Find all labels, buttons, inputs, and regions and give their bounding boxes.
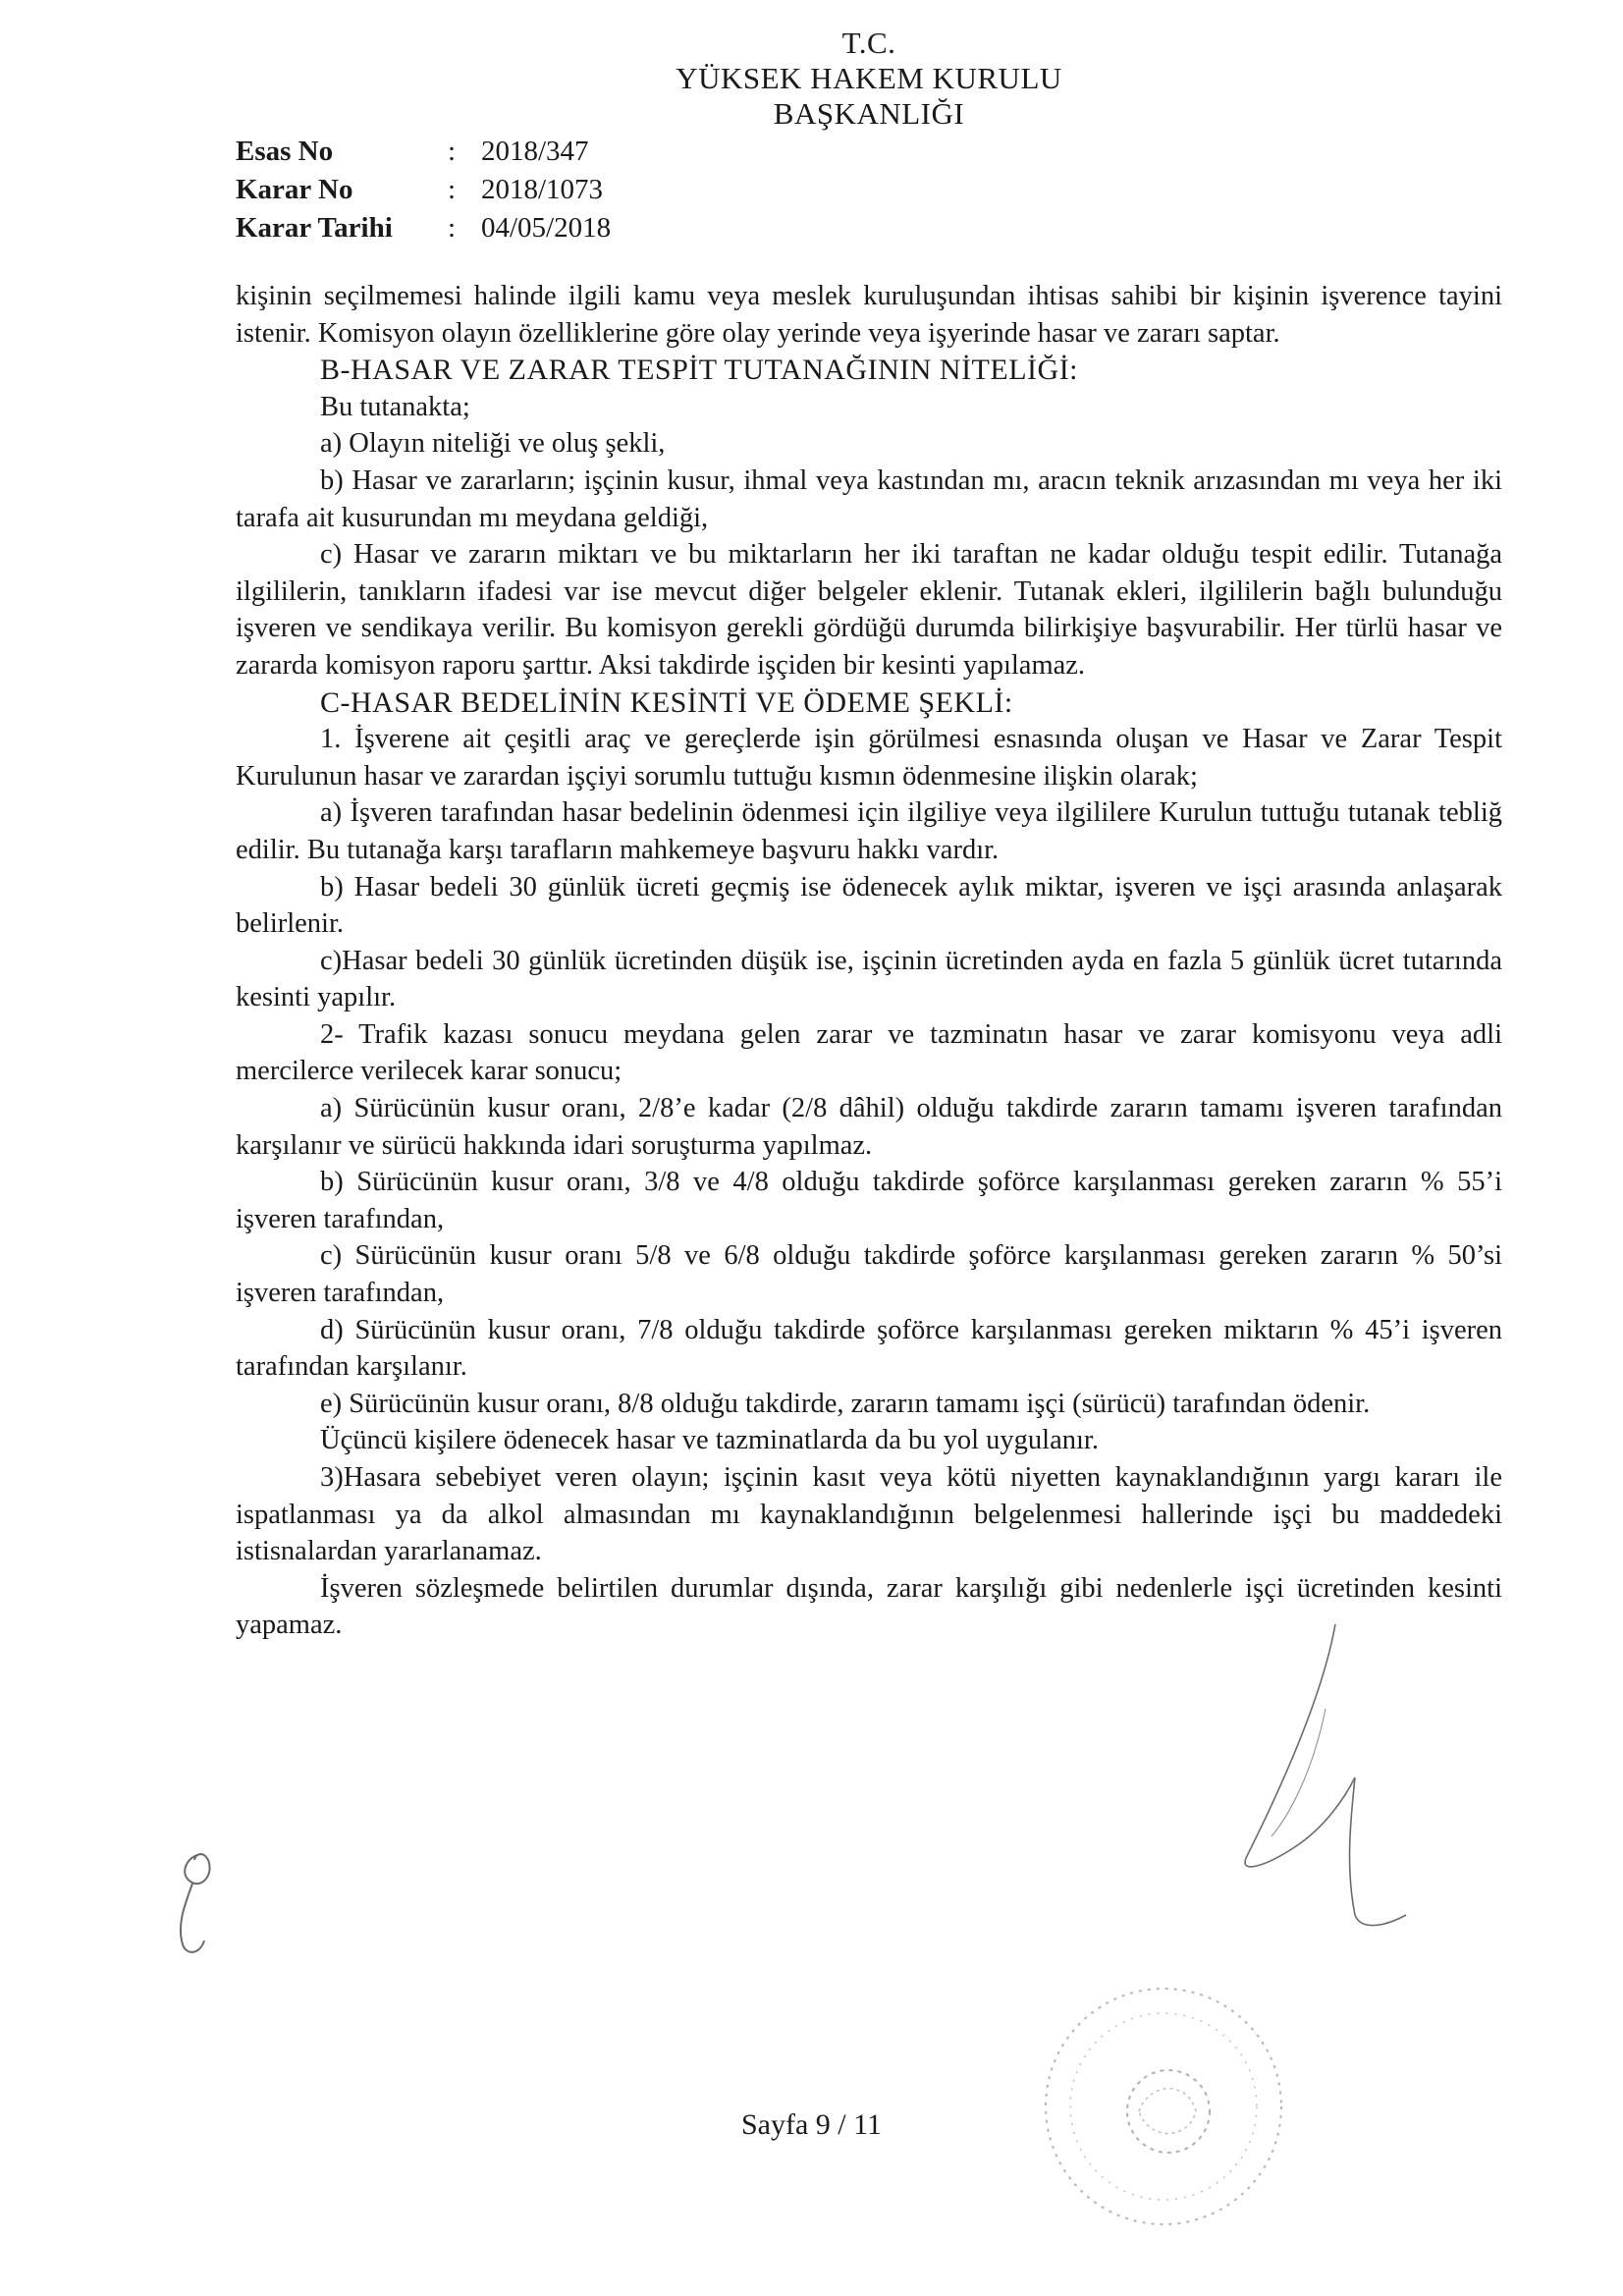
header-line-institution: YÜKSEK HAKEM KURULU	[676, 61, 1062, 95]
list-item: a) Olayın niteliği ve oluş şekli,	[320, 428, 666, 460]
header-line-tc: T.C.	[841, 26, 896, 60]
paragraph: İşveren sözleşmede belirtilen durumlar dışında, zarar karşılığı gibi nedenlerle işçi ücretinden kesinti yapamaz.	[236, 1572, 1502, 1641]
paragraph: Bu tutanakta;	[320, 391, 470, 422]
meta-label: Karar Tarihi	[236, 212, 393, 244]
meta-label: Karar No	[236, 174, 353, 205]
list-item: a) İşveren tarafından hasar bedelinin ödenmesi için ilgiliye veya ilgililere Kurulun tuttuğu tutanak tebliğ edilir. Bu tutanağa karşı tarafların mahkemeye başvuru hakkı vardır.	[236, 797, 1502, 865]
institution-header	[609, 26, 1129, 132]
paragraph-continuation: kişinin seçilmemesi halinde ilgili kamu veya meslek kuruluşundan ihtisas sahibi bir kişinin işverence tayini istenir. Komisyon olayın özelliklerine göre olay yerinde veya işyerinde hasar ve zararı saptar.	[236, 281, 1502, 349]
handwritten-signature	[1178, 1620, 1414, 1935]
header-line-presidency: BAŞKANLIĞI	[773, 96, 965, 131]
list-item: c) Hasar ve zararın miktarı ve bu miktarların her iki taraftan ne kadar olduğu tespit edilir. Tutanağa ilgililerin, tanıkların ifadesi var ise mevcut diğer belgeler eklenir. Tutanak ekleri, ilgililerin bağlı bulunduğu işveren ve sendikaya verilir. Bu komisyon gerekli gördüğü durumda bilirkişiye başvurabilir. Her türlü hasar ve zararda komisyon raporu şarttır. Aksi takdirde işçiden bir kesinti yapılamaz.	[236, 539, 1502, 681]
meta-label: Esas No	[236, 136, 334, 167]
list-item: b) Hasar bedeli 30 günlük ücreti geçmiş ise ödenecek aylık miktar, işveren ve işçi arasında anlaşarak belirlenir.	[236, 871, 1502, 940]
list-item: b) Hasar ve zararların; işçinin kusur, ihmal veya kastından mı, aracın teknik arızasından mı veya her iki tarafa ait kusurundan mı meydana geldiği,	[236, 465, 1502, 533]
section-heading-c: C-HASAR BEDELİNİN KESİNTİ VE ÖDEME ŞEKLİ:	[320, 685, 1013, 719]
paragraph: Üçüncü kişilere ödenecek hasar ve tazminatlarda da bu yol uygulanır.	[320, 1425, 1099, 1456]
list-item: c) Sürücünün kusur oranı 5/8 ve 6/8 olduğu takdirde şoförce karşılanması gereken zararın % 50’si işveren tarafından,	[236, 1240, 1502, 1309]
official-stamp-seal	[1021, 1964, 1306, 2249]
page-number: Sayfa 9 / 11	[740, 2108, 883, 2141]
meta-row-tarih	[236, 209, 611, 247]
meta-colon: :	[447, 136, 457, 167]
list-item: 1. İşverene ait çeşitli araç ve gereçlerde işin görülmesi esnasında oluşan ve Hasar ve Zarar Tespit Kurulunun hasar ve zarardan işçiyi sorumlu tuttuğu kısmın ödenmesine ilişkin olarak;	[236, 724, 1502, 792]
meta-value: 2018/347	[481, 136, 589, 167]
list-item: a) Sürücünün kusur oranı, 2/8’e kadar (2/8 dâhil) olduğu takdirde zararın tamamı işveren tarafından karşılanır ve sürücü hakkında idari soruşturma yapılmaz.	[236, 1093, 1502, 1161]
list-item: 3)Hasara sebebiyet veren olayın; işçinin kasıt veya kötü niyetten kaynaklandığının yargı kararı ile ispatlanması ya da alkol almasından mı kaynaklandığının belgelenmesi hallerinde işçi bu maddedeki istisnalardan yararlanamaz.	[236, 1462, 1502, 1567]
meta-value: 2018/1073	[481, 174, 604, 205]
handwritten-initial-mark	[157, 1846, 245, 1964]
meta-colon: :	[447, 174, 457, 205]
list-item: 2- Trafik kazası sonucu meydana gelen zarar ve tazminatın hasar ve zarar komisyonu veya adli mercilerce verilecek karar sonucu;	[236, 1018, 1502, 1087]
meta-value: 04/05/2018	[481, 212, 612, 244]
meta-row-karar	[236, 171, 611, 209]
case-metadata	[236, 133, 611, 247]
list-item: e) Sürücünün kusur oranı, 8/8 olduğu takdirde, zararın tamamı işçi (sürücü) tarafından ödenir.	[320, 1388, 1371, 1419]
list-item: b) Sürücünün kusur oranı, 3/8 ve 4/8 olduğu takdirde şoförce karşılanması gereken zararın % 55’i işveren tarafından,	[236, 1167, 1502, 1234]
list-item: d) Sürücünün kusur oranı, 7/8 olduğu takdirde şoförce karşılanması gereken miktarın % 45’i işveren tarafından karşılanır.	[236, 1314, 1502, 1383]
meta-row-esas	[236, 133, 611, 171]
document-body	[236, 278, 1502, 1644]
section-heading-b: B-HASAR VE ZARAR TESPİT TUTANAĞININ NİTELİĞİ:	[320, 354, 1079, 387]
meta-colon: :	[447, 212, 457, 244]
list-item: c)Hasar bedeli 30 günlük ücretinden düşük ise, işçinin ücretinden ayda en fazla 5 günlük ücret tutarında kesinti yapılır.	[236, 945, 1502, 1013]
